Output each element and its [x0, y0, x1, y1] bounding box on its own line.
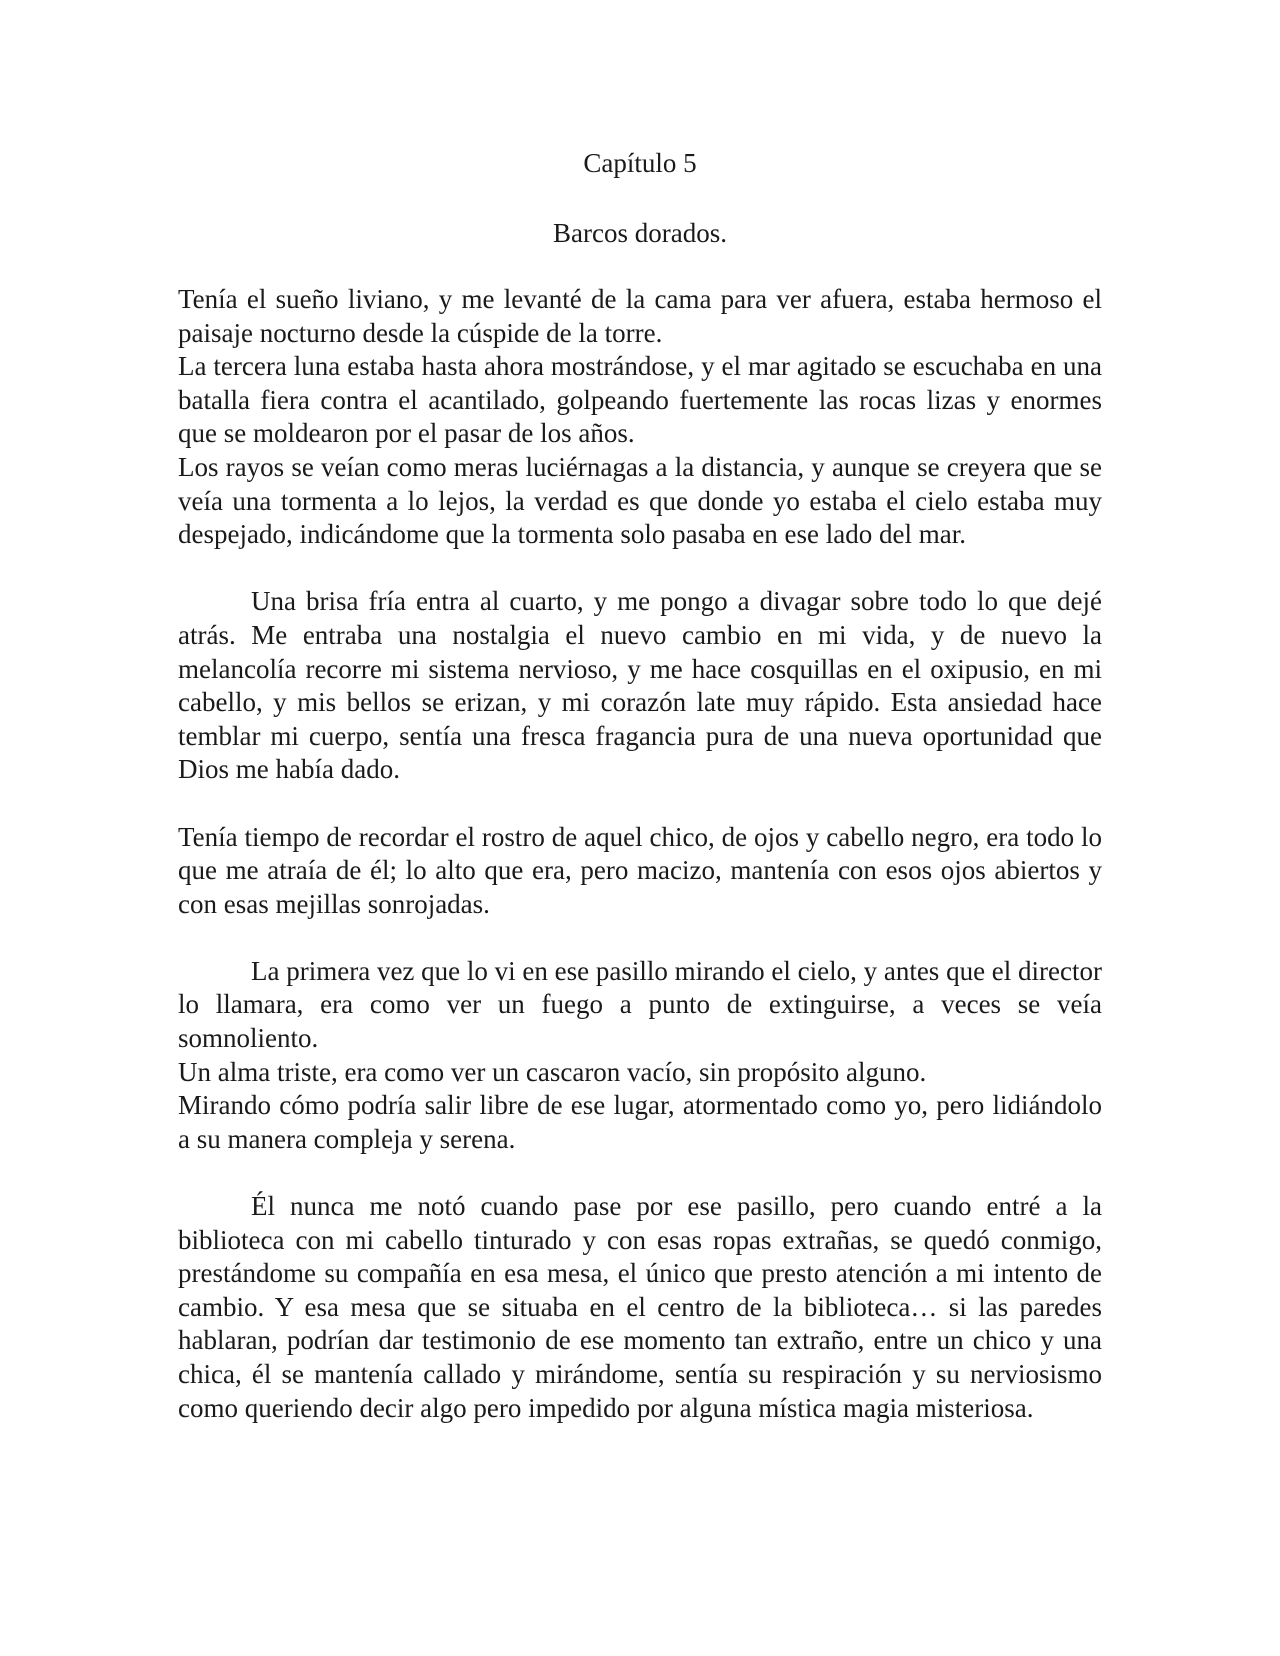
paragraph: Él nunca me notó cuando pase por ese pasillo, pero cuando entré a la biblioteca con mi cabello tinturado y con esas ropas extrañas, se quedó conmigo, prestándome su compañía en esa mesa, el único que presto atención a mi intento de cambio. Y esa mesa que se situaba en el centro de la biblioteca… si las paredes hablaran, podrían dar testimonio de ese momento tan extraño, entre un chico y una chica, él se mantenía callado y mirándome, sentía su respiración y su nerviosismo como queriendo decir algo pero impedido por alguna mística magia misteriosa.	[178, 1191, 1102, 1423]
paragraph-gap	[178, 552, 1102, 586]
paragraph: Los rayos se veían como meras luciérnagas a la distancia, y aunque se creyera que se veía una tormenta a lo lejos, la verdad es que donde yo estaba el cielo estaba muy despejado, indicándome que la tormenta solo pasaba en ese lado del mar.	[178, 451, 1102, 550]
paragraph: La tercera luna estaba hasta ahora mostrándose, y el mar agitado se escuchaba en una batalla fiera contra el acantilado, golpeando fuertemente las rocas lizas y enormes que se moldearon por el pasar de los años.	[178, 351, 1102, 449]
paragraph-gap	[178, 1156, 1102, 1190]
paragraph: Tenía tiempo de recordar el rostro de aquel chico, de ojos y cabello negro, era todo lo que me atraía de él; lo alto que era, pero macizo, mantenía con esos ojos abiertos y con esas mejillas sonrojadas.	[178, 821, 1102, 919]
paragraph: Mirando cómo podría salir libre de ese lugar, atormentado como yo, pero lidiándolo a su manera compleja y serena.	[178, 1090, 1102, 1154]
chapter-body	[178, 283, 1102, 1425]
paragraph-gap	[178, 921, 1102, 955]
paragraph: Una brisa fría entra al cuarto, y me pongo a divagar sobre todo lo que dejé atrás. Me entraba una nostalgia el nuevo cambio en mi vida, y de nuevo la melancolía recorre mi sistema nervioso, y me hace cosquillas en el oxipusio, en mi cabello, y mis bellos se erizan, y mi corazón late muy rápido. Esta ansiedad hace temblar mi cuerpo, sentía una fresca fragancia pura de una nueva oportunidad que Dios me había dado.	[178, 586, 1102, 785]
paragraph: Tenía el sueño liviano, y me levanté de la cama para ver afuera, estaba hermoso el paisaje nocturno desde la cúspide de la torre.	[178, 284, 1102, 348]
paragraph: La primera vez que lo vi en ese pasillo mirando el cielo, y antes que el director lo llamara, era como ver un fuego a punto de extinguirse, a veces se veía somnoliento.	[178, 955, 1102, 1054]
chapter-subtitle: Barcos dorados.	[553, 218, 727, 248]
paragraph-gap	[178, 787, 1102, 821]
paragraph: Un alma triste, era como ver un cascaron vacío, sin propósito alguno.	[178, 1056, 927, 1087]
chapter-title: Capítulo 5	[583, 148, 697, 178]
